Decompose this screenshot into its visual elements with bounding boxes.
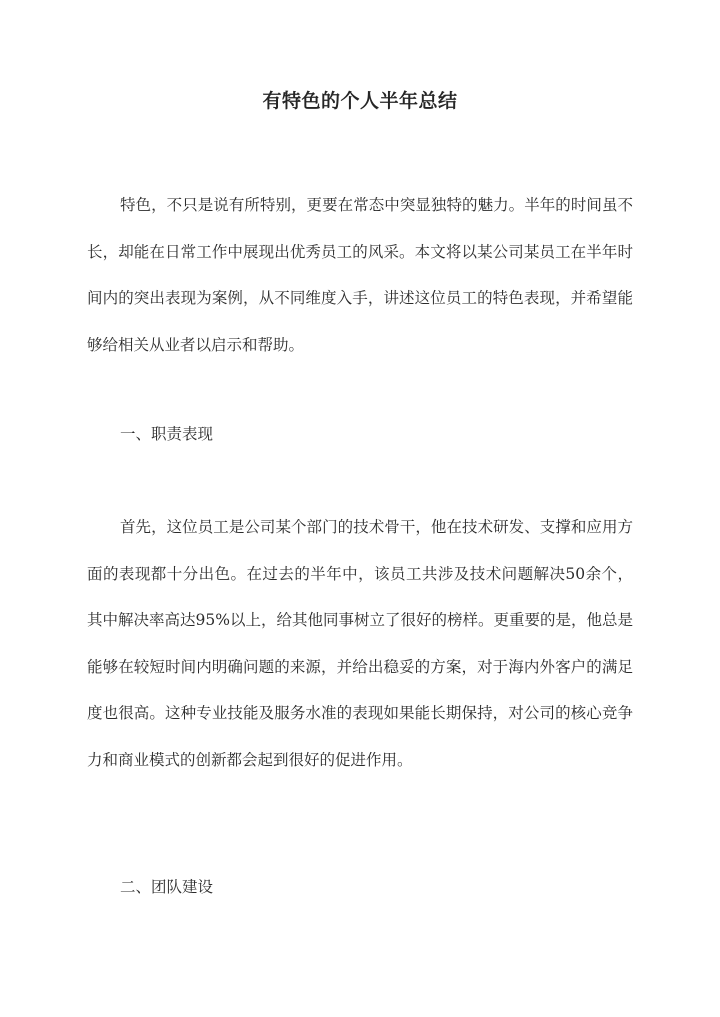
section-heading-duty: 一、职责表现 [120,425,214,443]
duty-paragraph: 首先，这位员工是公司某个部门的技术骨干，他在技术研发、支撑和应用方面的表现都十分出色。在过去的半年中，该员工共涉及技术问题解决50余个，其中解决率高达95%以上，给其他同事树立了很好的榜样。更重要的是，他总是能够在较短时间内明确问题的来源，并给出稳妥的方案，对于海内外客户的满足度也很高。这种专业技能及服务水准的表现如果能长期保持，对公司的核心竞争力和商业模式的创新都会起到很好的促进作用。 [87,518,633,769]
section-heading-team: 二、团队建设 [120,878,214,896]
intro-paragraph: 特色，不只是说有所特别，更要在常态中突显独特的魅力。半年的时间虽不长，却能在日常工作中展现出优秀员工的风采。本文将以某公司某员工在半年时间内的突出表现为案例，从不同维度入手，讲述这位员工的特色表现，并希望能够给相关从业者以启示和帮助。 [87,196,633,354]
document-title: 有特色的个人半年总结 [262,90,458,112]
